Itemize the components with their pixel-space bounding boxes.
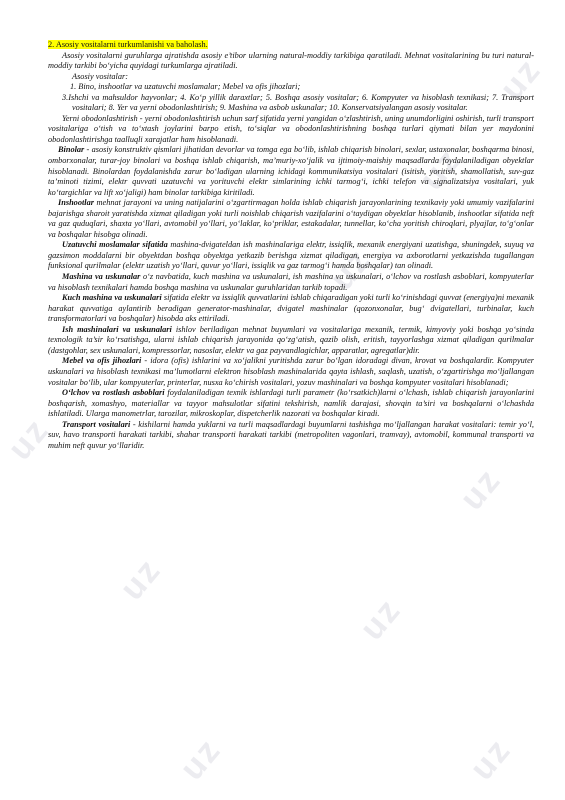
intro-paragraph: Asosiy vositalarni guruhlarga ajratishda asosiy e’tibor ularning natural-moddiy tarkibiga qaratiladi. Mehnat vositalarining bu turi natural-moddiy tarkibi bo‘yicha quyidagi turkumlarga ajratiladi. <box>48 50 534 71</box>
watermark: uz <box>462 730 519 788</box>
paragraph-mashina: Mashina va uskunalar o‘z navbatida, kuch mashina va uskunalari, ish mashina va uskunalari, o‘lchov va rostlash asboblari, kompyuterlar va hisoblash texnikalari hamda boshqa mashina va uskunalar guruhlaridan tarkib topadi. <box>48 272 535 292</box>
list-line-1: 1. Bino, inshootlar va uzatuvchi moslamalar; Mebel va ofis jihozlari; <box>70 82 301 92</box>
watermark: uz <box>172 730 229 788</box>
section-heading: 2. Asosiy vositalarni turkumlanishi va baholash. <box>48 40 208 49</box>
paragraph-mebel: Mebel va ofis jihozlari - idora (ofis) ishlarini va xo‘jalikni yuritishda zarur bo‘lgan idoradagi divan, krovat va boshqalardir. Kompyuter uskunalari va hisoblash texnikasi ma’lumotlarni elektron hisoblash mashinalarida qayta ishlash, saqlash, uzatish, o‘zgartirishga mo‘ljallangan vositalar bo‘lib, ular kompyuterlar, printerlar, nusxa ko‘chirish vositalari, yozuv mashinalari va boshqa kompyuter vositalari hisoblanadi; <box>48 356 534 387</box>
paragraph-binolar: Binolar - asosiy konstruktiv qismlari jihatidan devorlar va tomga ega bo‘lib, ishlab chiqarish binolari, sexlar, ustaxonalar, boshqarma binosi, omborxonalar, turar-joy binolari va boshqa ishlab chiqarish, ma’muriy-xo‘jalik va ijtimoiy-maishiy maqsadlarda foydalaniladigan obyektlar hisoblanadi. Binolardan foydalanishda zarur bo‘ladigan ularning ichidagi kommunikatsiya vositalari (isitish, yoritish, shamollatish, suv-gaz ta’minoti tizimi, elektr quvvati uzatuvchi va yorituvchi elektr simlarining ichki tarmog‘i, ichki telefon va signalizatsiya vositalari, yuk ko‘targichlar va lift xo‘jaligi) ham binolar tarkibiga kiritiladi. <box>48 145 534 197</box>
paragraph-olchov: O‘lchov va rostlash asboblari foydalaniladigan texnik ishlardagi turli parametr (ko‘rsatkich)larni o‘lchash, ishlab chiqarish jarayonlarini boshqarish, xomashyo, materiallar va tayyor mahsulotlar sifatini tekshirish, namlik darajasi, shovqin ta’siri va boshqalarni o‘lchashda ishlatiladi. Ularga manometrlar, tarozilar, mikroskoplar, dispetcherlik nazorati va boshqalar kiradi. <box>48 388 534 419</box>
paragraph-uzatuvchi: Uzatuvchi moslamalar sifatida mashina-dvigateldan ish mashinalariga elektr, issiqlik, mexanik energiyani uzatishga, shuningdek, suyuq va gazsimon moddalarni bir obyektdan boshqa obyektga yetkazib berishga xizmat qiladigan, energiya va axborotlarni yetkazishda tugallangan funksional qurilmalar (elektr uzatish yo‘llari, quvur yo‘llari, issiqlik va gaz tarmog‘i hamda boshqalar) tan olinadi. <box>48 240 534 271</box>
watermark: uz <box>112 550 169 608</box>
watermark: uz <box>352 590 409 648</box>
term-inshootlar: Inshootlar <box>58 198 94 208</box>
paragraph-kuch: Kuch mashina va uskunalari sifatida elektr va issiqlik quvvatlarini ishlab chiqaradigan yoki turli ko‘rinishdagi quvvat (energiya)ni mexanik harakat quvvatiga aylantirib beradigan generator-mashinalar, dvigatel mashinalar (qozonxonalar, bug‘ dvigatellari, turbinalar, kuch transformatorlari va boshqalar) hisobda aks ettiriladi. <box>48 293 534 324</box>
term-mashina: Mashina va uskunalar <box>62 272 141 282</box>
term-transport: Transport vositalari <box>62 419 131 429</box>
term-olchov: O‘lchov va rostlash asboblari <box>62 388 165 398</box>
paragraph-ish: Ish mashinalari va uskunalari ishlov beriladigan mehnat buyumlari va vositalariga mexanik, termik, kimyoviy yoki boshqa yo‘sinda texnologik ta’sir ko‘rsatishga, ularni ishlab chiqarish jarayonida qo‘zg‘atish, qazib olish, eritish, tayyorlashga xizmat qiladigan qurilmalar (dastgohlar, sex uskunalari, kompressorlar, nasoslar, elektr va gaz payvandlagichlar, apparatlar, agregatlar)dir. <box>48 324 534 355</box>
term-uzatuvchi: Uzatuvchi moslamalar sifatida <box>62 240 168 250</box>
list-line-2: 3.Ishchi va mahsuldor hayvonlar; 4. Ko‘p yillik daraxtlar; 5. Boshqa asosiy vositalar; 6. Kompyuter va hisoblash texnikasi; 7. Transport vositalari; 8. Yer va yerni obodonlashtirish; 9. Mashina va asbob uskunalar; 10. Konservatsiyalangan asosiy vositalar. <box>62 92 534 113</box>
watermark: uz <box>452 460 509 518</box>
document-page <box>48 40 534 451</box>
paragraph-transport: Transport vositalari - kishilarni hamda yuklarni va turli maqsadlardagi buyumlarni tashishga mo‘ljallangan harakat vositalari: temir yo‘l, suv, havo transporti harakati tarkibi, shahar transporti harakati tarkibi (metropoliten vagonlari, tramvay), avtomobil, kommunal transporti va muhim neft quvur yo‘llaridir. <box>48 419 534 450</box>
paragraph-yer: Yerni obodonlashtirish - yerni obodonlashtirish uchun sarf sifatida yerni yangidan o‘zlashtirish, uning unumdorligini oshirish, turli transport vositalariga o‘tish va to‘xtash joylarini barpo etish, to‘siqlar va obodonlashtirishning boshqa turlari qiymati bilan yer maydonini obodonlashtirishga taalluqli xarajatlar ham hisoblanadi. <box>48 113 534 144</box>
term-ish: Ish mashinalari va uskunalari <box>62 324 172 334</box>
watermark: uz <box>412 140 469 198</box>
term-kuch: Kuch mashina va uskunalari <box>62 293 162 303</box>
term-mebel: Mebel va ofis jihozlari <box>62 356 142 366</box>
watermark: uz <box>322 240 379 298</box>
paragraph-inshootlar: Inshootlar mehnat jarayoni va uning natijalarini o‘zgartirmagan holda ishlab chiqarish jarayonlarining texnikaviy yoki umumiy vazifalarini bajarishga sharoit yaratishda xizmat qiladigan yoki turli noishlab chiqarish vazifalarini o‘taydigan obyektlar hisoblanib, inshootlar sifatida neft va gaz quduqlari, shaxta yo‘llari, avtomobil yo‘llari, yo‘laklar, ko‘priklar, estakadalar, tunnellar, ko‘cha yoritish chiroqlari, plyajlar, to‘g‘onlar va boshqalar hisobga olinadi. <box>48 198 534 239</box>
watermark: uz <box>492 50 549 108</box>
watermark: uz <box>0 410 57 468</box>
term-binolar: Binolar <box>58 145 85 155</box>
list-title: Asosiy vositalar: <box>72 71 128 81</box>
